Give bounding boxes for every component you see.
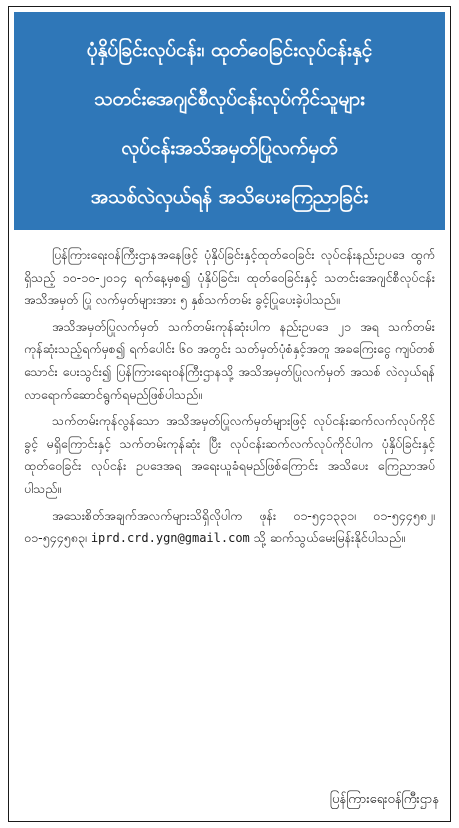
title-line-4: အသစ်လဲလှယ်ရန် အသိပေးကြေညာခြင်း	[90, 186, 369, 208]
notice-body	[24, 244, 435, 554]
title-banner	[14, 12, 445, 230]
email-address[interactable]: iprd.crd.ygn@gmail.com	[90, 531, 250, 546]
title-line-3: လုပ်ငန်းအသိအမှတ်ပြုလက်မှတ်	[121, 137, 338, 159]
paragraph-4	[24, 505, 435, 550]
signature: ပြန်ကြားရေးဝန်ကြီးဌာန	[329, 792, 439, 807]
title-line-1: ပုံနှိပ်ခြင်းလုပ်ငန်း၊ ထုတ်ဝေခြင်းလုပ်ငန်းနှင့်	[86, 39, 373, 61]
paragraph-1: ပြန်ကြားရေးဝန်ကြီးဌာနအနေဖြင့် ပုံနှိပ်ခြင်းနှင့်ထုတ်ဝေခြင်း လုပ်ငန်းနည်းဥပဒေ ထွက်ရှိသည့် ၁၀-၁၀-၂၀၁၄ ရက်နေ့မှစ၍ ပုံနှိပ်ခြင်း၊ ထုတ်ဝေခြင်းနှင့် သတင်းအေဂျင်စီလုပ်ငန်း အသိအမှတ် ပြု လက်မှတ်များအား ၅ နှစ်သက်တမ်း ခွင့်ပြုပေးခဲ့ပါသည်။	[24, 247, 435, 308]
title-line-2: သတင်းအေဂျင်စီလုပ်ငန်းလုပ်ကိုင်သူများ	[94, 88, 365, 110]
contact-text: အသေးစိတ်အချက်အလက်များသိရှိလိုပါက ဖုန်း ၀၁-၅၄၁၃၃၁၊ ၀၁-၅၄၄၅၈၂၊ ၀၁-၅၄၄၅၈၃၊	[24, 507, 435, 546]
contact-text-end: သို့ ဆက်သွယ်မေးမြန်းနိုင်ပါသည်။	[249, 530, 405, 546]
paragraph-3: သက်တမ်းကုန်လွန်သော အသိအမှတ်ပြုလက်မှတ်များဖြင့် လုပ်ငန်းဆက်လက်လုပ်ကိုင်ခွင့် မရှိကြောင်းနှင့် သက်တမ်းကုန်ဆုံး ပြီး လုပ်ငန်းဆက်လက်လုပ်ကိုင်ပါက ပုံနှိပ်ခြင်းနှင့်ထုတ်ဝေခြင်း လုပ်ငန်း ဥပဒေအရ အရေးယူခံရမည်ဖြစ်ကြောင်း အသိပေး ကြေညာအပ်ပါသည်။	[24, 413, 435, 496]
paragraph-2: အသိအမှတ်ပြုလက်မှတ် သက်တမ်းကုန်ဆုံးပါက နည်းဥပဒေ ၂၁ အရ သက်တမ်းကုန်ဆုံးသည့်ရက်မှစ၍ ရက်ပေါင်း ၆၀ အတွင်း သတ်မှတ်ပုံစံနှင့်အတူ အခကြေးငွေ ကျပ်တစ်သောင်း ပေးသွင်း၍ ပြန်ကြားရေးဝန်ကြီးဌာနသို့ အသိအမှတ်ပြုလက်မှတ် အသစ် လဲလှယ်ရန် လာရောက်ဆောင်ရွက်ရမည်ဖြစ်ပါသည်။	[24, 318, 435, 402]
